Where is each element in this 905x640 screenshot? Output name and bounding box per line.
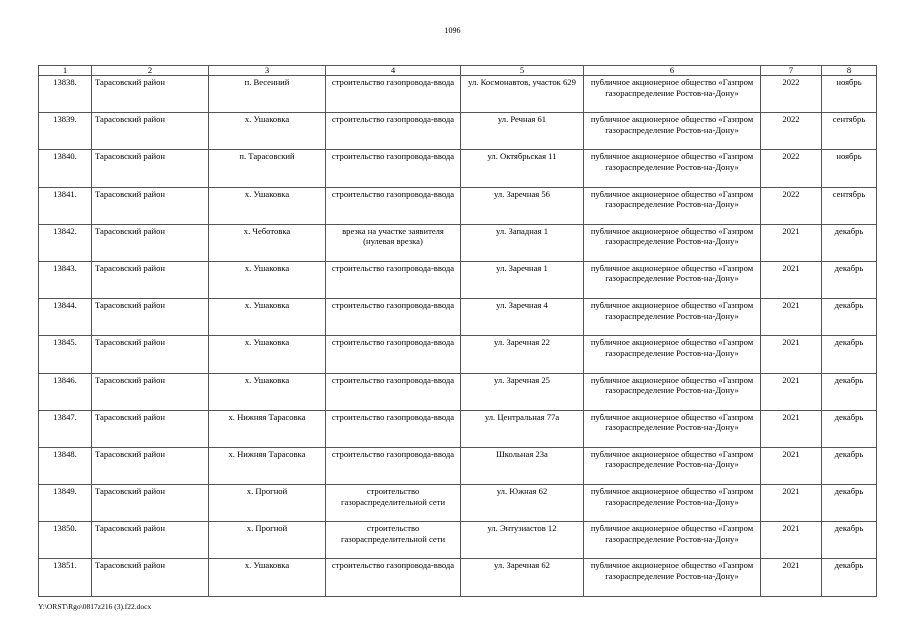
row-number-cell: 13839.: [39, 113, 92, 150]
column-header-5: 5: [461, 66, 584, 76]
year-cell: 2021: [761, 485, 822, 522]
organization-cell: публичное акционерное общество «Газпром газораспределение Ростов-на-Дону»: [584, 76, 761, 113]
district-cell: Тарасовский район: [92, 261, 209, 298]
month-cell: декабрь: [822, 299, 877, 336]
table-row: [39, 261, 877, 298]
column-header-1: 1: [39, 66, 92, 76]
year-cell: 2021: [761, 373, 822, 410]
year-cell: 2022: [761, 187, 822, 224]
page-number: 1096: [444, 26, 461, 35]
district-cell: Тарасовский район: [92, 559, 209, 596]
work-type-cell: строительство газопровода-ввода: [326, 187, 461, 224]
column-header-6: 6: [584, 66, 761, 76]
row-number-cell: 13848.: [39, 447, 92, 484]
address-cell: ул. Энтузиастов 12: [461, 522, 584, 559]
address-cell: Школьная 23а: [461, 447, 584, 484]
work-type-cell: строительство газопровода-ввода: [326, 299, 461, 336]
table-row: [39, 522, 877, 559]
district-cell: Тарасовский район: [92, 410, 209, 447]
row-number-cell: 13844.: [39, 299, 92, 336]
table-header: [39, 66, 877, 76]
work-type-cell: строительство газопровода-ввода: [326, 76, 461, 113]
settlement-cell: х. Нижняя Тарасовка: [209, 410, 326, 447]
column-header-2: 2: [92, 66, 209, 76]
settlement-cell: х. Ушаковка: [209, 373, 326, 410]
work-type-cell: строительство газораспределительной сети: [326, 485, 461, 522]
year-cell: 2022: [761, 113, 822, 150]
work-type-cell: строительство газопровода-ввода: [326, 336, 461, 373]
month-cell: декабрь: [822, 485, 877, 522]
table-row: [39, 299, 877, 336]
settlement-cell: х. Прогной: [209, 485, 326, 522]
header-row: [39, 66, 877, 76]
year-cell: 2021: [761, 410, 822, 447]
work-type-cell: строительство газопровода-ввода: [326, 559, 461, 596]
settlement-cell: п. Весенний: [209, 76, 326, 113]
work-type-cell: строительство газопровода-ввода: [326, 261, 461, 298]
address-cell: ул. Заречная 25: [461, 373, 584, 410]
address-cell: ул. Заречная 1: [461, 261, 584, 298]
settlement-cell: х. Ушаковка: [209, 113, 326, 150]
address-cell: ул. Заречная 56: [461, 187, 584, 224]
district-cell: Тарасовский район: [92, 373, 209, 410]
work-type-cell: строительство газопровода-ввода: [326, 410, 461, 447]
row-number-cell: 13845.: [39, 336, 92, 373]
month-cell: декабрь: [822, 373, 877, 410]
address-cell: ул. Заречная 4: [461, 299, 584, 336]
district-cell: Тарасовский район: [92, 447, 209, 484]
district-cell: Тарасовский район: [92, 224, 209, 261]
row-number-cell: 13849.: [39, 485, 92, 522]
organization-cell: публичное акционерное общество «Газпром газораспределение Ростов-на-Дону»: [584, 261, 761, 298]
table-row: [39, 559, 877, 596]
month-cell: декабрь: [822, 261, 877, 298]
settlement-cell: х. Ушаковка: [209, 559, 326, 596]
settlement-cell: п. Тарасовский: [209, 150, 326, 187]
column-header-8: 8: [822, 66, 877, 76]
month-cell: ноябрь: [822, 150, 877, 187]
row-number-cell: 13847.: [39, 410, 92, 447]
month-cell: ноябрь: [822, 76, 877, 113]
address-cell: ул. Заречная 22: [461, 336, 584, 373]
district-cell: Тарасовский район: [92, 336, 209, 373]
address-cell: ул. Речная 61: [461, 113, 584, 150]
table-row: [39, 410, 877, 447]
district-cell: Тарасовский район: [92, 485, 209, 522]
row-number-cell: 13851.: [39, 559, 92, 596]
organization-cell: публичное акционерное общество «Газпром газораспределение Ростов-на-Дону»: [584, 224, 761, 261]
organization-cell: публичное акционерное общество «Газпром газораспределение Ростов-на-Дону»: [584, 485, 761, 522]
row-number-cell: 13840.: [39, 150, 92, 187]
column-header-4: 4: [326, 66, 461, 76]
settlement-cell: х. Прогной: [209, 522, 326, 559]
district-cell: Тарасовский район: [92, 187, 209, 224]
month-cell: декабрь: [822, 410, 877, 447]
district-cell: Тарасовский район: [92, 522, 209, 559]
organization-cell: публичное акционерное общество «Газпром газораспределение Ростов-на-Дону»: [584, 559, 761, 596]
table-row: [39, 373, 877, 410]
work-type-cell: строительство газопровода-ввода: [326, 113, 461, 150]
organization-cell: публичное акционерное общество «Газпром газораспределение Ростов-на-Дону»: [584, 410, 761, 447]
table-row: [39, 336, 877, 373]
organization-cell: публичное акционерное общество «Газпром газораспределение Ростов-на-Дону»: [584, 299, 761, 336]
work-type-cell: строительство газораспределительной сети: [326, 522, 461, 559]
table-row: [39, 113, 877, 150]
work-type-cell: врезка на участке заявителя (нулевая врезка): [326, 224, 461, 261]
month-cell: декабрь: [822, 224, 877, 261]
address-cell: ул. Южная 62: [461, 485, 584, 522]
address-cell: ул. Космонавтов, участок 629: [461, 76, 584, 113]
organization-cell: публичное акционерное общество «Газпром газораспределение Ростов-на-Дону»: [584, 336, 761, 373]
organization-cell: публичное акционерное общество «Газпром газораспределение Ростов-на-Дону»: [584, 187, 761, 224]
row-number-cell: 13842.: [39, 224, 92, 261]
row-number-cell: 13838.: [39, 76, 92, 113]
settlement-cell: х. Чеботовка: [209, 224, 326, 261]
column-header-3: 3: [209, 66, 326, 76]
year-cell: 2021: [761, 559, 822, 596]
gas-connection-table: [38, 65, 877, 597]
settlement-cell: х. Ушаковка: [209, 261, 326, 298]
district-cell: Тарасовский район: [92, 76, 209, 113]
address-cell: ул. Октябрьская 11: [461, 150, 584, 187]
district-cell: Тарасовский район: [92, 150, 209, 187]
row-number-cell: 13843.: [39, 261, 92, 298]
footer-file-path: Y:\ORST\Rgo\0817z216 (3).f22.docx: [38, 602, 152, 611]
work-type-cell: строительство газопровода-ввода: [326, 447, 461, 484]
table-row: [39, 150, 877, 187]
year-cell: 2021: [761, 224, 822, 261]
month-cell: декабрь: [822, 447, 877, 484]
table-row: [39, 224, 877, 261]
row-number-cell: 13850.: [39, 522, 92, 559]
year-cell: 2022: [761, 150, 822, 187]
year-cell: 2021: [761, 299, 822, 336]
table-row: [39, 76, 877, 113]
year-cell: 2022: [761, 76, 822, 113]
district-cell: Тарасовский район: [92, 299, 209, 336]
table-row: [39, 447, 877, 484]
column-header-7: 7: [761, 66, 822, 76]
organization-cell: публичное акционерное общество «Газпром газораспределение Ростов-на-Дону»: [584, 373, 761, 410]
month-cell: декабрь: [822, 559, 877, 596]
district-cell: Тарасовский район: [92, 113, 209, 150]
year-cell: 2021: [761, 447, 822, 484]
table-row: [39, 187, 877, 224]
row-number-cell: 13846.: [39, 373, 92, 410]
settlement-cell: х. Нижняя Тарасовка: [209, 447, 326, 484]
settlement-cell: х. Ушаковка: [209, 299, 326, 336]
table-row: [39, 485, 877, 522]
work-type-cell: строительство газопровода-ввода: [326, 373, 461, 410]
settlement-cell: х. Ушаковка: [209, 187, 326, 224]
month-cell: сентябрь: [822, 113, 877, 150]
organization-cell: публичное акционерное общество «Газпром газораспределение Ростов-на-Дону»: [584, 113, 761, 150]
organization-cell: публичное акционерное общество «Газпром газораспределение Ростов-на-Дону»: [584, 150, 761, 187]
year-cell: 2021: [761, 522, 822, 559]
work-type-cell: строительство газопровода-ввода: [326, 150, 461, 187]
month-cell: декабрь: [822, 522, 877, 559]
settlement-cell: х. Ушаковка: [209, 336, 326, 373]
organization-cell: публичное акционерное общество «Газпром газораспределение Ростов-на-Дону»: [584, 447, 761, 484]
month-cell: сентябрь: [822, 187, 877, 224]
organization-cell: публичное акционерное общество «Газпром газораспределение Ростов-на-Дону»: [584, 522, 761, 559]
year-cell: 2021: [761, 261, 822, 298]
year-cell: 2021: [761, 336, 822, 373]
month-cell: декабрь: [822, 336, 877, 373]
table-body: [39, 76, 877, 597]
address-cell: ул. Заречная 62: [461, 559, 584, 596]
address-cell: ул. Центральная 77а: [461, 410, 584, 447]
row-number-cell: 13841.: [39, 187, 92, 224]
address-cell: ул. Западная 1: [461, 224, 584, 261]
